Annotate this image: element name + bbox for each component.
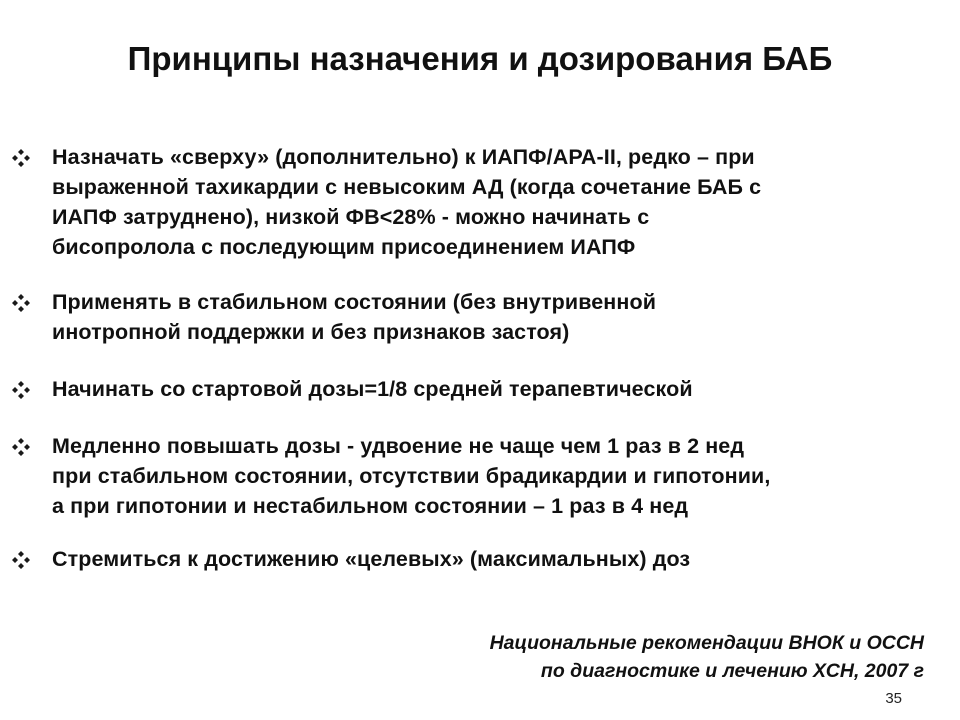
four-diamond-bullet-icon [12, 551, 30, 569]
source-reference: Национальные рекомендации ВНОК и ОССН по диагностике и лечению ХСН, 2007 г [489, 632, 924, 682]
bullet-text: Назначать «сверху» (дополнительно) к ИАПФ/АРА-II, редко – при выраженной тахикардии с невысоким АД (когда сочетание БАБ с ИАПФ затруднено), низкой ФВ<28% - можно начинать с бисопролола с последующим присоединением ИАПФ [52, 145, 762, 259]
bullet-text: Стремиться к достижению «целевых» (максимальных) доз [52, 547, 691, 571]
four-diamond-bullet-icon [12, 149, 30, 167]
bullet-text: Применять в стабильном состоянии (без внутривенной инотропной поддержки и без признаков застоя) [52, 290, 657, 344]
four-diamond-bullet-icon [12, 381, 30, 399]
four-diamond-bullet-icon [12, 438, 30, 456]
bullet-text: Медленно повышать дозы - удвоение не чаще чем 1 раз в 2 нед при стабильном состоянии, отсутствии брадикардии и гипотонии, а при гипотонии и нестабильном состоянии – 1 раз в 4 нед [52, 434, 771, 518]
four-diamond-bullet-icon [12, 294, 30, 312]
slide-title: Принципы назначения и дозирования БАБ [127, 40, 833, 77]
page-number: 35 [885, 690, 902, 707]
bullet-text: Начинать со стартовой дозы=1/8 средней терапевтической [52, 377, 693, 401]
